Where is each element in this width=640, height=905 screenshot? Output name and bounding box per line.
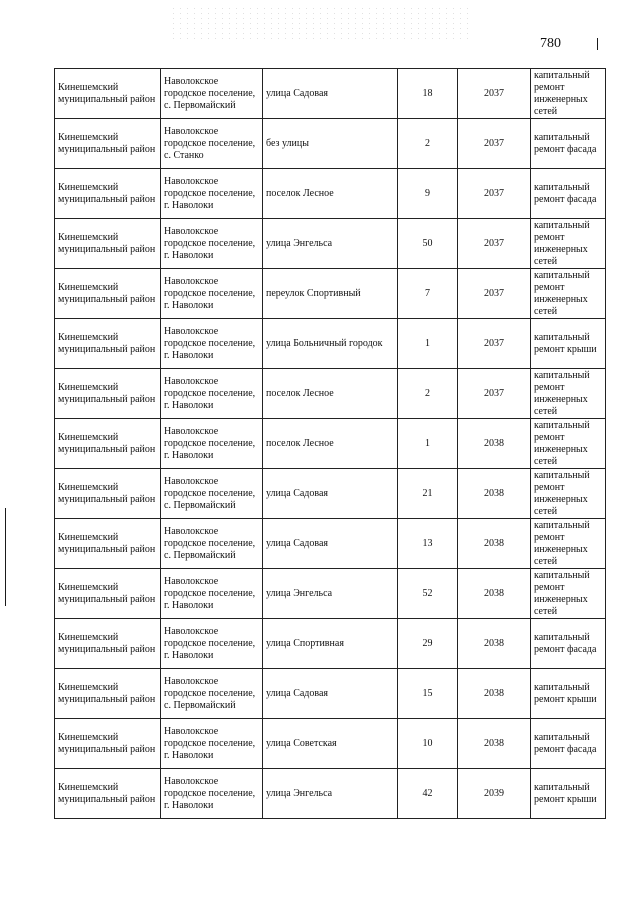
settlement-text: Наволокское городское поселение, с. Первомайский: [164, 525, 256, 561]
work-type-cell: [531, 69, 606, 119]
district-text: Кинешемский муниципальный район: [58, 381, 156, 405]
year-text: 2038: [484, 537, 504, 549]
year-text: 2037: [484, 337, 504, 349]
district-cell: [55, 169, 161, 219]
settlement-text: Наволокское городское поселение, г. Наволоки: [164, 575, 256, 611]
house-number-cell: [398, 769, 458, 819]
year-text: 2038: [484, 637, 504, 649]
street-text: улица Садовая: [266, 487, 329, 499]
work-type-text: капитальный ремонт инженерных сетей: [534, 69, 590, 117]
work-type-cell: [531, 369, 606, 419]
table-row: [55, 519, 606, 569]
year-text: 2038: [484, 737, 504, 749]
settlement-text: Наволокское городское поселение, г. Наволоки: [164, 725, 256, 761]
house-number-cell: [398, 369, 458, 419]
table-row: [55, 769, 606, 819]
settlement-cell: [161, 219, 263, 269]
street-cell: [263, 269, 398, 319]
year-text: 2037: [484, 387, 504, 399]
work-type-cell: [531, 169, 606, 219]
house-number-text: 21: [422, 487, 433, 499]
district-text: Кинешемский муниципальный район: [58, 231, 156, 255]
settlement-cell: [161, 569, 263, 619]
settlement-text: Наволокское городское поселение, г. Наволоки: [164, 775, 256, 811]
table-row: [55, 69, 606, 119]
scan-mark-left: [5, 508, 6, 606]
table-row: [55, 119, 606, 169]
settlement-cell: [161, 469, 263, 519]
year-cell: [458, 119, 531, 169]
year-cell: [458, 69, 531, 119]
district-cell: [55, 569, 161, 619]
settlement-text: Наволокское городское поселение, г. Наволоки: [164, 175, 256, 211]
work-type-text: капитальный ремонт фасада: [534, 631, 597, 655]
street-cell: [263, 719, 398, 769]
work-type-cell: [531, 269, 606, 319]
year-text: 2038: [484, 487, 504, 499]
district-text: Кинешемский муниципальный район: [58, 281, 156, 305]
settlement-text: Наволокское городское поселение, г. Наволоки: [164, 375, 256, 411]
table-row: [55, 169, 606, 219]
street-cell: [263, 69, 398, 119]
table-row: [55, 669, 606, 719]
work-type-cell: [531, 519, 606, 569]
district-text: Кинешемский муниципальный район: [58, 331, 156, 355]
street-text: улица Энгельса: [266, 787, 333, 799]
street-text: поселок Лесное: [266, 387, 334, 399]
work-type-text: капитальный ремонт фасада: [534, 131, 597, 155]
street-text: поселок Лесное: [266, 187, 334, 199]
street-cell: [263, 219, 398, 269]
house-number-cell: [398, 269, 458, 319]
year-text: 2038: [484, 437, 504, 449]
repair-schedule-table: [54, 68, 606, 819]
year-text: 2037: [484, 287, 504, 299]
work-type-text: капитальный ремонт фасада: [534, 181, 597, 205]
street-text: улица Садовая: [266, 687, 329, 699]
house-number-text: 2: [425, 137, 430, 149]
year-cell: [458, 419, 531, 469]
table-row: [55, 319, 606, 369]
district-text: Кинешемский муниципальный район: [58, 181, 156, 205]
settlement-cell: [161, 269, 263, 319]
street-cell: [263, 669, 398, 719]
house-number-text: 2: [425, 387, 430, 399]
work-type-cell: [531, 669, 606, 719]
page-number: 780: [540, 36, 561, 51]
scan-noise: [170, 6, 470, 40]
street-cell: [263, 119, 398, 169]
street-text: улица Энгельса: [266, 237, 333, 249]
house-number-cell: [398, 669, 458, 719]
work-type-text: капитальный ремонт инженерных сетей: [534, 519, 590, 567]
work-type-cell: [531, 469, 606, 519]
year-cell: [458, 269, 531, 319]
house-number-text: 18: [422, 87, 433, 99]
street-cell: [263, 619, 398, 669]
work-type-text: капитальный ремонт крыши: [534, 331, 597, 355]
street-text: улица Садовая: [266, 537, 329, 549]
settlement-cell: [161, 419, 263, 469]
year-text: 2037: [484, 237, 504, 249]
district-text: Кинешемский муниципальный район: [58, 781, 156, 805]
house-number-text: 52: [422, 587, 433, 599]
work-type-text: капитальный ремонт инженерных сетей: [534, 269, 590, 317]
street-text: улица Больничный городок: [266, 337, 383, 349]
street-text: улица Советская: [266, 737, 337, 749]
work-type-text: капитальный ремонт крыши: [534, 681, 597, 705]
district-cell: [55, 219, 161, 269]
street-cell: [263, 319, 398, 369]
table-body: [55, 69, 606, 819]
work-type-cell: [531, 119, 606, 169]
settlement-cell: [161, 619, 263, 669]
street-cell: [263, 469, 398, 519]
district-text: Кинешемский муниципальный район: [58, 531, 156, 555]
table-row: [55, 219, 606, 269]
district-cell: [55, 419, 161, 469]
table-row: [55, 719, 606, 769]
work-type-cell: [531, 769, 606, 819]
street-cell: [263, 519, 398, 569]
district-cell: [55, 69, 161, 119]
district-cell: [55, 119, 161, 169]
house-number-text: 50: [422, 237, 433, 249]
year-cell: [458, 619, 531, 669]
district-text: Кинешемский муниципальный район: [58, 631, 156, 655]
district-text: Кинешемский муниципальный район: [58, 731, 156, 755]
district-text: Кинешемский муниципальный район: [58, 81, 156, 105]
house-number-text: 29: [422, 637, 433, 649]
work-type-text: капитальный ремонт инженерных сетей: [534, 469, 590, 517]
year-text: 2037: [484, 137, 504, 149]
house-number-cell: [398, 219, 458, 269]
house-number-cell: [398, 619, 458, 669]
work-type-text: капитальный ремонт инженерных сетей: [534, 219, 590, 267]
settlement-text: Наволокское городское поселение, г. Наволоки: [164, 625, 256, 661]
district-cell: [55, 719, 161, 769]
house-number-text: 13: [422, 537, 433, 549]
street-text: поселок Лесное: [266, 437, 334, 449]
street-text: без улицы: [266, 137, 309, 149]
year-cell: [458, 319, 531, 369]
house-number-cell: [398, 169, 458, 219]
work-type-text: капитальный ремонт инженерных сетей: [534, 569, 590, 617]
district-cell: [55, 619, 161, 669]
work-type-text: капитальный ремонт крыши: [534, 781, 597, 805]
street-text: улица Садовая: [266, 87, 329, 99]
house-number-text: 9: [425, 187, 430, 199]
settlement-cell: [161, 69, 263, 119]
settlement-cell: [161, 719, 263, 769]
year-cell: [458, 369, 531, 419]
street-text: улица Спортивная: [266, 637, 344, 649]
year-cell: [458, 669, 531, 719]
scan-mark-top: [597, 38, 598, 50]
district-cell: [55, 769, 161, 819]
table-row: [55, 469, 606, 519]
table-row: [55, 419, 606, 469]
work-type-text: капитальный ремонт инженерных сетей: [534, 419, 590, 467]
house-number-text: 15: [422, 687, 433, 699]
settlement-text: Наволокское городское поселение, г. Наволоки: [164, 275, 256, 311]
year-cell: [458, 769, 531, 819]
work-type-cell: [531, 219, 606, 269]
settlement-cell: [161, 319, 263, 369]
year-cell: [458, 169, 531, 219]
street-cell: [263, 169, 398, 219]
table-row: [55, 269, 606, 319]
house-number-text: 1: [425, 337, 430, 349]
district-cell: [55, 319, 161, 369]
year-cell: [458, 719, 531, 769]
year-cell: [458, 519, 531, 569]
settlement-text: Наволокское городское поселение, с. Первомайский: [164, 475, 256, 511]
settlement-cell: [161, 369, 263, 419]
year-cell: [458, 469, 531, 519]
district-text: Кинешемский муниципальный район: [58, 481, 156, 505]
year-text: 2039: [484, 787, 504, 799]
house-number-text: 7: [425, 287, 430, 299]
district-cell: [55, 519, 161, 569]
house-number-cell: [398, 469, 458, 519]
street-cell: [263, 419, 398, 469]
house-number-text: 1: [425, 437, 430, 449]
house-number-text: 10: [422, 737, 433, 749]
street-cell: [263, 369, 398, 419]
settlement-cell: [161, 119, 263, 169]
district-text: Кинешемский муниципальный район: [58, 131, 156, 155]
settlement-text: Наволокское городское поселение, г. Наволоки: [164, 425, 256, 461]
year-cell: [458, 219, 531, 269]
house-number-cell: [398, 319, 458, 369]
house-number-cell: [398, 519, 458, 569]
year-cell: [458, 569, 531, 619]
year-text: 2038: [484, 587, 504, 599]
table-row: [55, 569, 606, 619]
district-text: Кинешемский муниципальный район: [58, 431, 156, 455]
house-number-text: 42: [422, 787, 433, 799]
work-type-cell: [531, 619, 606, 669]
settlement-text: Наволокское городское поселение, г. Наволоки: [164, 225, 256, 261]
year-text: 2037: [484, 187, 504, 199]
district-text: Кинешемский муниципальный район: [58, 581, 156, 605]
district-cell: [55, 369, 161, 419]
settlement-cell: [161, 769, 263, 819]
house-number-cell: [398, 569, 458, 619]
settlement-cell: [161, 169, 263, 219]
settlement-text: Наволокское городское поселение, с. Первомайский: [164, 675, 256, 711]
work-type-cell: [531, 719, 606, 769]
work-type-text: капитальный ремонт фасада: [534, 731, 597, 755]
district-cell: [55, 269, 161, 319]
district-text: Кинешемский муниципальный район: [58, 681, 156, 705]
work-type-cell: [531, 569, 606, 619]
year-text: 2038: [484, 687, 504, 699]
house-number-cell: [398, 419, 458, 469]
district-cell: [55, 469, 161, 519]
district-cell: [55, 669, 161, 719]
settlement-cell: [161, 669, 263, 719]
house-number-cell: [398, 69, 458, 119]
table-row: [55, 369, 606, 419]
work-type-cell: [531, 419, 606, 469]
street-cell: [263, 569, 398, 619]
settlement-text: Наволокское городское поселение, с. Станко: [164, 125, 256, 161]
street-text: улица Энгельса: [266, 587, 333, 599]
street-cell: [263, 769, 398, 819]
settlement-text: Наволокское городское поселение, с. Первомайский: [164, 75, 256, 111]
year-text: 2037: [484, 87, 504, 99]
settlement-cell: [161, 519, 263, 569]
settlement-text: Наволокское городское поселение, г. Наволоки: [164, 325, 256, 361]
work-type-cell: [531, 319, 606, 369]
house-number-cell: [398, 719, 458, 769]
table-row: [55, 619, 606, 669]
work-type-text: капитальный ремонт инженерных сетей: [534, 369, 590, 417]
street-text: переулок Спортивный: [266, 287, 361, 299]
house-number-cell: [398, 119, 458, 169]
